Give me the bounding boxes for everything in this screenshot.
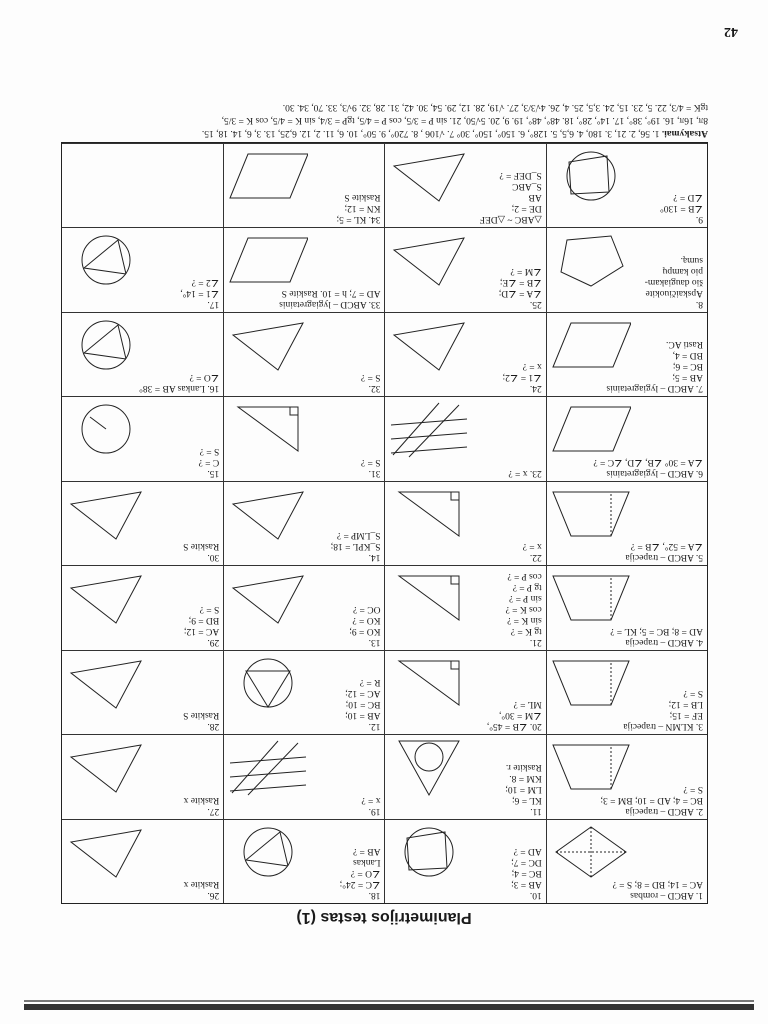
problem-text: 24. ∠1 = ∠2; x = ? — [502, 361, 542, 394]
problem-text: 2. ABCD – trapecija BC = 4; AD = 10; BM = 3; S = ? — [600, 783, 703, 816]
problem-cell-14 — [223, 481, 384, 565]
problem-cell-19 — [223, 734, 384, 818]
figure-circle — [66, 401, 146, 459]
problem-text: 13. KO = 9; KO = ? OC = ? — [349, 603, 381, 647]
problem-cell-17 — [62, 227, 223, 311]
figure-triangle — [66, 739, 146, 797]
problem-cell-24 — [385, 312, 546, 396]
problem-cell-8 — [546, 227, 707, 311]
figure-trapezoid — [551, 739, 631, 797]
problem-text: 1. ABCD – rombas AC = 14; BD = 8; S = ? — [612, 879, 703, 900]
figure-circle-quad — [390, 824, 470, 882]
problem-text: △ABC ~ △DEF DE = 2; AB S_ABC S_DEF = ? — [479, 170, 542, 225]
problem-cell-9 — [546, 143, 707, 227]
figure-trapezoid — [551, 486, 631, 544]
figure-right — [390, 570, 470, 628]
problem-text: 22. x = ? — [522, 541, 542, 563]
figure-triangle — [228, 486, 308, 544]
figure-triangle — [390, 232, 470, 290]
problem-cell-1 — [546, 819, 707, 903]
problem-text: 17. ∠1 = 14°, ∠2 = ? — [180, 276, 220, 309]
problem-text: 30. Raskite S — [183, 541, 220, 563]
problem-cell-32 — [223, 312, 384, 396]
problem-text: 28. Raskite S — [183, 710, 220, 732]
problem-text: 12. AB = 10; BC = 10; AC = 12; R = ? — [345, 677, 381, 732]
problem-cell-23 — [385, 396, 546, 480]
problem-cell-28 — [62, 650, 223, 734]
problem-text: 3. KLMN – trapecija EF = 15; LB = 12; S = ? — [623, 688, 703, 732]
page-title: Planimetrijos testas (1) — [296, 909, 472, 926]
figure-right — [390, 486, 470, 544]
figure-incircle — [390, 739, 470, 797]
figure-trapezoid — [551, 655, 631, 713]
problem-cell-13 — [223, 565, 384, 649]
problem-text: 7. ABCD – lygiagretainis AB = 5; BC = 6; BD = 4, Rasti AC. — [606, 339, 703, 394]
problem-cell-15 — [62, 396, 223, 480]
figure-triangle — [66, 570, 146, 628]
figure-parallelogram — [551, 317, 631, 375]
figure-triangle — [66, 655, 146, 713]
problem-text: 4. ABCD – trapecija AD = 8; BC = 5; KL = ? — [610, 625, 703, 647]
problem-text: 31. S = ? — [360, 456, 381, 478]
problem-text: 29. AC = 12; BD = 9; S = ? — [183, 603, 220, 647]
figure-right — [390, 655, 470, 713]
problem-text: 6. ABCD – lygiagretainis ∠A = 30° ∠B, ∠D, ∠C = ? — [593, 456, 703, 478]
problem-text: 5. ABCD – trapecija ∠A = 52°, ∠B = ? — [625, 541, 703, 563]
figure-triangle — [66, 824, 146, 882]
figure-triangle — [228, 317, 308, 375]
answers-line-1: 1. 56, 2. 21, 3. 180, 4. 6,5, 5. 128°, 6. 150°, 150°, 30° 7. √106 , 8. 720°, 9. 50°, 10. 6, 11. 2, 12. 6,25, 13. 3, 6, 14. 18, 15. — [201, 128, 660, 138]
problem-text: 19. x = ? — [361, 794, 381, 816]
problem-cell-blank — [62, 143, 223, 227]
problem-text: 8. Apskaičiuokite šio daugiakam- pio kampų sumą. — [644, 254, 703, 309]
figure-parallelogram — [228, 232, 308, 290]
scan-edge-line — [24, 1000, 754, 1002]
answers-block — [58, 100, 708, 139]
problem-cell-12 — [223, 650, 384, 734]
problem-cell-18 — [223, 819, 384, 903]
problem-text: 25. ∠A = ∠D; ∠B = ∠E; ∠M = ? — [498, 265, 542, 309]
scan-edge-bar — [24, 1004, 754, 1010]
problem-cell-22 — [385, 481, 546, 565]
problem-text: 21. tg K = ? sin K = ? cos K = ? sin P = ? tg P = ? cos P = ? — [505, 570, 542, 647]
problem-cell-34 — [223, 143, 384, 227]
figure-triangle — [66, 486, 146, 544]
problem-text: 14. S_KPL = 18; S_LMP = ? — [330, 530, 381, 563]
figure-polygon — [551, 232, 631, 290]
answers-line-3: tgK = 4/3, 22. 5, 23. 15, 24. 3,5, 25. 4, 26. 4√3/3, 27. √19, 28. 12, 29. 54, 30. 42, 31. 28, 32. 9√3, 33. 70, 34. 30. — [282, 102, 708, 112]
problem-cell-33 — [223, 227, 384, 311]
problem-text: 33. ABCD – lygiagretainis AD = 7; h = 10. Raskite S — [279, 287, 381, 309]
problem-text: 9. ∠B = 130° ∠D = ? — [659, 192, 703, 225]
problem-cell-7 — [546, 312, 707, 396]
problem-cell-16 — [62, 312, 223, 396]
problem-cell-30 — [62, 481, 223, 565]
figure-parallelogram — [228, 148, 308, 206]
problem-cell-6 — [546, 396, 707, 480]
problem-cell-2 — [546, 734, 707, 818]
figure-circle-chord — [228, 824, 308, 882]
problem-text: 20. ∠B = 45°, ∠M = 30°, ML = ? — [486, 699, 542, 732]
figure-triangle — [390, 317, 470, 375]
problem-cell-27 — [62, 734, 223, 818]
problem-cell-20 — [385, 650, 546, 734]
figure-circle-quad — [551, 148, 631, 206]
problem-cell-4 — [546, 565, 707, 649]
problem-cell-3 — [546, 650, 707, 734]
page-number: 42 — [724, 24, 738, 39]
figure-parallelogram — [551, 401, 631, 459]
problem-text: 11. KL = 6; LM = 10; KM = 8. Raskite r. — [505, 761, 542, 816]
figure-rhombus — [551, 824, 631, 882]
figure-circle-tri — [228, 655, 308, 713]
problem-text: 34. KL = 5; KN = 12; Raskite S — [336, 192, 381, 225]
problem-cell-10 — [385, 819, 546, 903]
problem-cell-21 — [385, 565, 546, 649]
problem-cell-26 — [62, 819, 223, 903]
figure-right — [228, 401, 308, 459]
figure-triangle — [228, 570, 308, 628]
problem-text: 23. x = ? — [508, 467, 542, 478]
answers-label: Atsakymai. — [661, 128, 708, 138]
figure-parallel — [390, 401, 470, 459]
problem-text: 27. Raskite x — [183, 794, 220, 816]
problem-text: 26. Raskite x — [183, 879, 220, 900]
problem-text: 15. C = ? S = ? — [198, 445, 220, 478]
problem-cell-11 — [385, 734, 546, 818]
answers-line-2: 8π, 16π, 16. 19°, 38°, 17. 14°, 28°, 18. 48°, 48°, 19. 9, 20. 5√50, 21. sin P = 3/5, cos P = 4/5, tgP = 3/4, sin K = 4/5, cos K = 3/5, — [221, 115, 708, 125]
problem-grid — [61, 142, 708, 904]
problem-text: 18. ∠C = 24°; ∠O = ? Lankas AB = ? — [339, 846, 381, 900]
problem-cell-5 — [546, 481, 707, 565]
problem-cell-25b — [385, 143, 546, 227]
figure-trapezoid — [551, 570, 631, 628]
figure-triangle — [390, 148, 470, 206]
problem-cell-25 — [385, 227, 546, 311]
problem-text: 32. S = ? — [360, 372, 381, 394]
problem-text: 16. Lankas AB = 38° ∠O = ? — [139, 372, 220, 394]
figure-circle-chord — [66, 232, 146, 290]
figure-circle-chord — [66, 317, 146, 375]
problem-text: 10. AB = 3; BC = 4; DC = 7; AD = ? — [511, 846, 542, 900]
problem-cell-31 — [223, 396, 384, 480]
problem-cell-29 — [62, 565, 223, 649]
figure-parallel — [228, 739, 308, 797]
